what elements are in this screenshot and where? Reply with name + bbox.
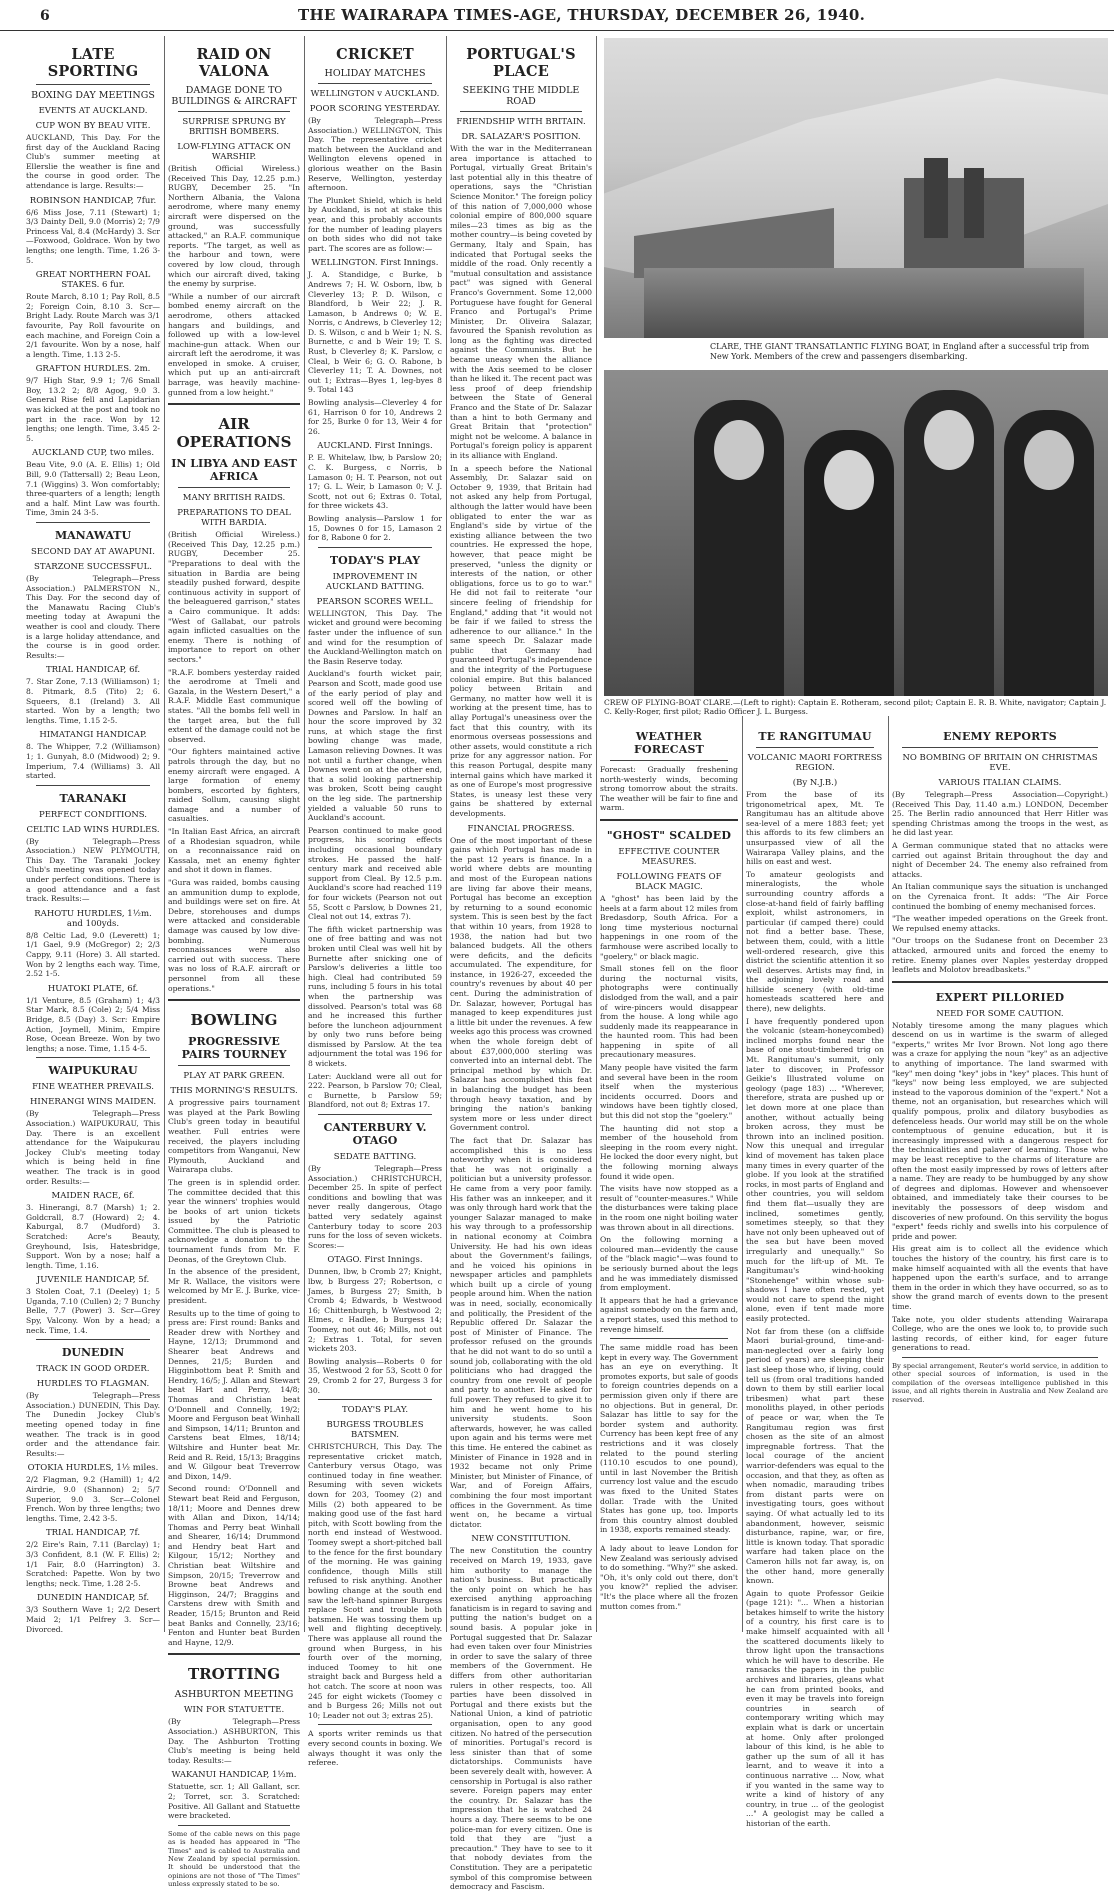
race-results: 8/8 Celtic Lad, 9.0 (Leverett) 1; 1/1 Gael, 9.9 (McGregor) 2; 2/3 Cappy, 9.11 (Hore) 3. All started. Won by 2 lengths each way. Time, 2.52 1-5.	[26, 930, 160, 979]
column-rule	[164, 36, 165, 1632]
subheading: VARIOUS ITALIAN CLAIMS.	[938, 778, 1062, 788]
heading-air-operations: AIR OPERATIONS	[176, 415, 292, 452]
section-heading: CANTERBURY V. OTAGO	[323, 1121, 427, 1148]
article-paragraph: It appears that he had a grievance against somebody on the farm and, a report states, used this method to revenge himself.	[600, 1295, 738, 1334]
race-heading: WAKANUI HANDICAP, 1½m.	[171, 1770, 297, 1781]
subheading: MANY BRITISH RAIDS.	[182, 493, 286, 504]
article-paragraph: The haunting did not stop a member of the household from sleeping in the room every night. He locked the door every night, but the following morning always found it wide open.	[600, 1123, 738, 1181]
subheading: SURPRISE SPRUNG BY BRITISH BOMBERS.	[182, 117, 286, 137]
race-heading: TRIAL HANDICAP, 6f.	[45, 665, 141, 676]
race-results: 2/2 Flagman, 9.2 (Hamill) 1; 4/2 Airdrie, 9.0 (Shannon) 2; 5/7 Superior, 9.0 3. Scr—Colonel French. Won by three lengths; two lengths. Time, 2.42 3-5.	[26, 1475, 160, 1523]
heading-te-rangitumau: TE RANGITUMAU	[758, 730, 872, 743]
race-heading: JUVENILE HANDICAP, 5f.	[36, 1275, 150, 1286]
article-paragraph: "The weather impeded operations on the Greek front. We repulsed enemy attacks.	[892, 914, 1108, 933]
column-cricket	[308, 38, 442, 1768]
article-paragraph: (By Telegraph—Press Association.) CHRISTCHURCH, December 25. In spite of perfect conditions and bowling that was never really dangerous, Otago batted very sedately against Canterbury today to score 203 runs for the loss of seven wickets. Scores:—	[308, 1164, 442, 1250]
article-paragraph: Take note, you older students attending Wairarapa College, who are the ones we look to, to provide such lasting records, of either kind, for eager future generations to read.	[892, 1314, 1108, 1353]
article-paragraph: Auckland's fourth wicket pair, Pearson and Scott, made good use of the early period of play and scored well off the bowling of Downes and Parslow. In half an hour the score improved by 32 runs, at which stage the first bowling change was made, Lamason relieving Downes. It was not until a further change, when Downes went on at the other end, that a solid looking partnership was broken, Scott being caught on the leg side. The partnership yielded a valuable 50 runs to Auckland's account.	[308, 669, 442, 823]
section-heading: TODAY'S PLAY.	[341, 1405, 409, 1416]
article-paragraph: WELLINGTON, This Day. The wicket and ground were becoming faster under the influence of sun and wind for the resumption of the Auckland-Wellington match on the Basin Reserve today.	[308, 608, 442, 666]
section-heading: WAIPUKURAU	[48, 1064, 138, 1078]
article-paragraph: Not far from these (on a cliffside Maori burial-ground, time-and-man-neglected over a fairly long period of years) are sleeping their last sleep those who, if living, could tell us (from oral traditions handed down to them by still earlier local tribesmen) what part these monoliths played, in other periods of peace or war, when the Te Rangitumau region was first chosen as the site of an almost impregnable fortress. That the local courage of the ancient warrior-defenders was equal to the occasion, and that they, as often as when nomadic, marauding tribes from distant parts were on investigating tours, goes without saying. Of what actually led to its abandonment, however, seismic disturbance, rapine, war, or fire, little is known today. That sporadic warfare had taken place on the Cameron hills not far away, is, on the other hand, more generally known.	[746, 1326, 884, 1586]
article-paragraph: Pearson continued to make good progress, his scoring effects including occasional boundary strokes. He passed the half-century mark and received able support from Cleal. By 12.5 p.m. Auckland's score had reached 119 for four wickets (Pearson not out 55, Scott c Parslow, b Downes 21, Cleal not out 14, extras 7).	[308, 825, 442, 922]
column-rule	[304, 36, 305, 1632]
subheading: CUP WON BY BEAU VITE.	[35, 121, 151, 131]
article-paragraph: On the following morning a coloured man—evidently the cause of the "black magic"—was found to be seriously burned about the legs and he was immediately dismissed from employment.	[600, 1235, 738, 1293]
race-heading: AUCKLAND CUP, two miles.	[31, 448, 155, 459]
masthead	[0, 0, 1114, 31]
article-paragraph: Again to quote Professor Geikie (page 121): "... When a historian betakes himself to write the history of a country, his first care is to make himself acquainted with all the scattered documents likely to throw light upon the transactions which he will have to describe. He ransacks the papers in the public archives and libraries, gleans what he can from printed books, and even it may be travels into foreign countries in search of contemporary writing which may explain what is dark or uncertain at home. Only after prolonged labour of this kind, is he able to gather up the sum of all it has learnt, and to weave it into a continuous narrative ... Now, what if you wanted in the same way to write a kind of history of any country, in true ... of the geologist ..." A geologist may be called a historian of the earth.	[746, 1588, 884, 1828]
race-results: 2/2 Eire's Rain, 7.11 (Barclay) 1; 3/3 Confident, 8.1 (W. F. Ellis) 2; 1/1 Fair, 8.0 (Harrington) 3. Scratched: Papette. Won by two lengths; neck. Time, 1.28 2-5.	[26, 1540, 160, 1588]
article-paragraph: An Italian communique says the situation is unchanged on the Cyrenaica front. It adds: "The Air Force continued the bombing of enemy mechanised forces.	[892, 882, 1108, 911]
race-heading: MAIDEN RACE, 6f.	[51, 1191, 135, 1202]
article-paragraph: AUCKLAND, This Day. For the first day of the Auckland Racing Club's summer meeting at Ellerslie the weather is fine and the course in good order. The attendance is large. Results:—	[26, 133, 160, 190]
subheading: TRACK IN GOOD ORDER.	[36, 1364, 150, 1375]
column-te-rangitumau	[746, 722, 884, 1828]
crew-photo	[604, 370, 1108, 696]
article-paragraph: A "ghost" has been laid by the heels at a farm about 12 miles from Bredasdorp, South Africa. For a long time mysterious nocturnal happenings in one room of the farmhouse were ascribed locally to "goelery," or black magic.	[600, 893, 738, 961]
article-paragraph: Many people have visited the farm and several have been in the room itself when the mysterious incidents occurred. Doors and windows have been tightly closed, but this did not stop the "goelery."	[600, 1063, 738, 1121]
subheading: FRIENDSHIP WITH BRITAIN.	[456, 117, 586, 127]
heading-bowling: BOWLING	[190, 1011, 278, 1030]
article-paragraph: To amateur geologists and mineralogists, the whole surrounding country affords a close-at-hand field of fairly baffling exploit, whilst astronomers, in particular (if camped there) could not find a better base. These, between them, could, with a little well-ordered research, give this district the scientific attention it so well deserves. Artists may find, in the adjoining lovely road and hillside scenery (with old-time homesteads scattered here and there), new delights.	[746, 869, 884, 1014]
article-paragraph: (British Official Wireless.) (Received This Day, 12.25 p.m.) RUGBY, December 25. "Preparations to deal with the situation in Bardia are being steadily pushed forward, despite continuous activity in support of the beleaguered garrison," states a Cairo communique. It adds: "West of Gallabat, our patrols again inflicted casualties on the enemy. There is nothing of importance to report on other sectors."	[168, 530, 300, 664]
column-late-sporting	[26, 38, 160, 1632]
weather-forecast-text: Forecast: Gradually freshening north-westerly winds, becoming strong tomorrow about the straits. The weather will be fair to fine and warm.	[600, 765, 738, 813]
heading-late-sporting: LATE SPORTING	[47, 46, 139, 80]
race-results: 1/1 Venture, 8.5 (Graham) 1; 4/3 Star Mark, 8.5 (Cole) 2; 5/4 Miss Bridge, 8.5 (Day) 3. Scr: Empire Action, Joymell, Minim, Empire Rose, Ocean Breeze. Won by two lengths; a nose. Time, 1.15 4-5.	[26, 995, 160, 1053]
subheading: PROGRESSIVE PAIRS TOURNEY	[181, 1035, 287, 1062]
race-results: 8. The Whipper, 7.2 (Williamson) 1; 1. Gunyah, 8.0 (Midwood) 2; 9. Imperium, 7.4 (Williams) 3. All started.	[26, 742, 160, 781]
innings-heading: WELLINGTON. First Innings.	[311, 258, 439, 269]
notice: By special arrangement, Reuter's world service, in addition to other special sources of information, is used in the compilation of the overseas intelligence published in this issue, and all rights therein in Australia and New Zealand are reserved.	[892, 1361, 1108, 1404]
race-heading: ROBINSON HANDICAP, 7fur.	[29, 195, 157, 206]
column-weather-ghost	[600, 722, 738, 1632]
flying-boat-photo	[604, 38, 1108, 338]
subheading: SEEKING THE MIDDLE ROAD	[462, 85, 580, 107]
heading-ghost-scalded: "GHOST" SCALDED	[606, 828, 732, 842]
scorecard: P. E. Whitelaw, lbw, b Parslow 20; C. K. Burgess, c Norris, b Lamason 0; H. T. Pearson, not out 17; G. L. Weir, b Lamason 0; V. J. Scott, not out 6; Extras 0. Total, for three wickets 43.	[308, 453, 442, 511]
article-paragraph: Results up to the time of going to press are: First round: Banks and Reader drew with Northey and Hayne, 12/13; Drummond and Shearer beat Andrews and Dennes, 21/5; Burden and Higginbottom beat P. Smith and Hendry, 16/5; J. Allan and Stewart beat Hart and Perry, 14/8; Thomas and Christian beat O'Donnell and Connelly, 19/2; Moore and Ferguson beat Winhall and Simpson, 14/11; Brunton and Carstens beat Elmes, 18/14; Wiltshire and Hunter beat Mr. Reid and R. Reid, 15/13; Braggins and W. Gilgour beat Treverrow and Dixon, 14/9.	[168, 1308, 300, 1481]
article-paragraph: "Our troops on the Sudanese front on December 23 attacked, armoured units and forced the enemy to retire. Enemy planes over Naples yesterday dropped leaflets and Molotov breadbaskets."	[892, 936, 1108, 975]
article-paragraph: "In Italian East Africa, an aircraft of a Rhodesian squadron, while on a reconnaissance raid on Kassala, met an enemy fighter and shot it down in flames.	[168, 827, 300, 875]
column-rule	[888, 716, 889, 1632]
article-paragraph: (By Telegraph—Press Association.) ASHBURTON, This Day. The Ashburton Trotting Club's meeting is being held today. Results:—	[168, 1717, 300, 1765]
section-heading: DUNEDIN	[61, 1346, 125, 1360]
subheading: FOLLOWING FEATS OF BLACK MAGIC.	[616, 871, 722, 892]
subheading: PLAY AT PARK GREEN.	[183, 1071, 285, 1082]
article-paragraph: Small stones fell on the floor during the nocturnal visits, photographs were continually dislodged from the wall, and a pair of wire-pincers would disappear from the house. A long while ago suddenly made its reappearance in the haunted room. This had been happening in spite of all precautionary measures.	[600, 964, 738, 1060]
subheading: IMPROVEMENT IN AUCKLAND BATTING.	[325, 571, 425, 592]
article-paragraph: "Our fighters maintained active patrols through the day, but no enemy aircraft were engaged. A large formation of enemy bombers, escorted by fighters, raided Sollum, causing slight damage and a number of casualties.	[168, 747, 300, 824]
article-paragraph: (By Telegraph—Press Association.) PALMERSTON N., This Day. For the second day of the Manawatu Racing Club's meeting today at Awapuni the weather is cool and cloudy. There is a large holiday attendance, and the course is in good order. Results:—	[26, 574, 160, 660]
column-rule	[742, 716, 743, 1632]
innings-heading: AUCKLAND. First Innings.	[317, 441, 433, 452]
subheading: DR. SALAZAR'S POSITION.	[461, 132, 581, 142]
subheading: HINERANGI WINS MAIDEN.	[29, 1097, 157, 1108]
section-heading: TARANAKI	[59, 791, 127, 805]
article-paragraph: A German communique stated that no attacks were carried out against Britain throughout the day and night of December 24. The enemy also refrained from attacks.	[892, 840, 1108, 879]
subheading: NEW CONSTITUTION.	[471, 1534, 571, 1545]
article-paragraph: One of the most important of these gains which Portugal has made in the past 12 years is finance. In a world where debts are mounting and most of the European nations are living far above their means, Portugal has become an exception by returning to a sound economic system. This is seen best by the fact that within 10 years, from 1928 to 1938, the nation had but two balanced budgets. All the others were deficits, and the deficits accumulated. The expenditure, for instance, in 1926-27, exceeded the country's revenues by about 40 per cent. During the administration of Dr. Salazar, however, Portugal has managed to keep expenditures just a little bit under the revenues. A few weeks ago this process was crowned when the whole foreign debt of about £37,000,000 sterling was converted into an internal debt. The principal method by which Dr. Salazar has accomplished this feat in balancing the budget has been through heavy taxation, and by bringing the nation's banking system more or less under direct Government control.	[450, 835, 593, 1133]
article-paragraph: "Gura was raided, bombs causing an ammunition dump to explode, and buildings were set on fire. At Debre, storehouses and dumps were attacked and considerable damage was caused by low dive-bombing. Numerous reconnaissances were also carried out with success. There was no loss of R.A.F. aircraft or personnel from all these operations."	[168, 878, 300, 993]
subheading: NO BOMBING OF BRITAIN ON CHRISTMAS EVE.	[902, 753, 1098, 773]
race-heading: GREAT NORTHERN FOAL STAKES. 6 fur.	[35, 270, 151, 291]
race-heading: DUNEDIN HANDICAP, 5f.	[36, 1593, 150, 1604]
notice: Some of the cable news on this page as is headed has appeared in "The Times" and is cabled to Australia and New Zealand by special permission. It should be understood that the opinions are not those of "The Times" unless expressly stated to be so.	[168, 1829, 300, 1889]
article-paragraph: The green is in splendid order. The committee decided that this year the winners' trophies would be books of art union tickets issued by the Patriotic Committee. The club is pleased to acknowledge a donation to the tournament funds from Mr. F. Deonas, of the Greytown Club.	[168, 1177, 300, 1264]
subheading: HOLIDAY MATCHES	[324, 68, 426, 79]
article-paragraph: Notably tiresome among the many plagues which descend on us in wartime is the swarm of alleged "experts," writes Mr Ivor Brown. Not long ago there was a craze for applying the noun "key" as an adjective to anything of importance. The land swarmed with "key" men doing "key" jobs in "key" places. This hunt of "keys" now being less employed, we are subjected instead to the vaporous dominion of the "expert." Not a theme, not an organisation, but researches which will qualify pompous, prolix and dilatory busybodies as defenceless heads. Our world may still be on the whole contemptuous of genuine education, but it is increasingly impressed with a dangerous respect for the technicalities and palaver of learning. Those who may be least receptive to the charms of literature are often the most easily impressed by rows of letters after a name. They are ready to be humbugged by any show of degrees and diplomas. However and whensoever obtained, and immediately take their courses to be inevitably the possessors of deep wisdom and discoveries of new profound. On this servility the bogus "expert" feeds richly and swells into his corpulence of pride and power.	[892, 1020, 1108, 1241]
article-paragraph: The fifth wicket partnership was one of free batting and was not broken until Cleal was well hit by Burnette after snicking one of Parslow's deliveries a little too high. Cleal had contributed 59 runs, including 5 fours in his total when the partnership was dissolved. Pearson's total was 68 and he increased this further before the luncheon adjournment by only two runs before being dismissed by Parslow. At the tea adjournment the total was 196 for 8 wickets.	[308, 924, 442, 1069]
race-heading: HIMATANGI HANDICAP.	[39, 730, 147, 741]
subheading: PEARSON SCORES WELL.	[316, 596, 434, 607]
section-heading: MANAWATU	[54, 529, 132, 542]
bowling-analysis: Bowling analysis—Cleverley 4 for 61, Harrison 0 for 10, Andrews 2 for 25, Burke 0 for 13, Weir 4 for 26.	[308, 398, 442, 436]
race-results: 9/7 High Star, 9.9 1; 7/6 Small Boy, 13.2 2; 8/8 Agog, 9.0 3. General Rise fell and Lapidarian was kicked at the post and took no part in the race. Won by 12 lengths; one length. Time, 3.45 2-5.	[26, 376, 160, 443]
article-paragraph: (By Telegraph—Press Association.) NEW PLYMOUTH, This Day. The Taranaki Jockey Club's meeting was opened today under perfect conditions. There is a good attendance and a fast track. Results:—	[26, 836, 160, 904]
subheading: IN LIBYA AND EAST AFRICA	[171, 457, 297, 484]
subheading: PREPARATIONS TO DEAL WITH BARDIA.	[177, 508, 291, 529]
column-war-news	[168, 38, 300, 1889]
race-results: 6/6 Miss Jose, 7.11 (Stewart) 1; 3/3 Dainty Dell, 9.0 (Morris) 2; 7/9 Princess Val, 8.4 (McHardy) 3. Scr—Foxwood, Goldrace. Won by two lengths; one length. Time, 1.26 3-5.	[26, 207, 160, 265]
subheading: WIN FOR STATUETTE.	[183, 1705, 285, 1716]
subheading: FINE WEATHER PREVAILS.	[32, 1082, 154, 1093]
scorecard: J. A. Standidge, c Burke, b Andrews 7; H. W. Osborn, lbw, b Cleverley 13; P. D. Wilson, c Blandford, b Weir 22; J. R. Lamason, b Andrews 0; W. E. Norris, c Andrews, b Cleverley 12; D. S. Wilson, c and b Weir 1; N. S. Burnette, c and b Weir 19; T. S. Rust, b Cleverley 8; K. Parslow, c Cleal, b Weir 6; G. O. Rabone, b Cleverley 11; T. A. Downes, not out 1; Extras—Byes 1, leg-byes 8 9. Total 143	[308, 270, 442, 395]
article-paragraph: A sports writer reminds us that every second counts in boxing. We always thought it was only the referee.	[308, 1729, 442, 1768]
column-portugal	[450, 38, 593, 1892]
article-paragraph: (British Official Wireless.) (Received This Day, 12.25 p.m.) RUGBY, December 25. "In Northern Albania, the Valona aerodrome, where many enemy aircraft were dispersed on the ground, was successfully attacked," an R.A.F. communique reports. "The target, as well as the harbour and town, were covered by low cloud, through which our aircraft dived, taking the enemy by surprise.	[168, 164, 300, 289]
article-paragraph: Second round: O'Donnell and Stewart beat Reid and Ferguson, 18/11; Moore and Dennes drew with Allan and Dixon, 14/14; Thomas and Perry beat Winhall and Shearer, 16/14; Drummond and Hendry beat Hart and Kilgour, 15/12; Northey and Christian beat Wiltshire and Simpson, 20/15; Treverrow and Browne beat Andrews and Higginson, 24/7; Braggins and Carstens drew with Smith and Reader, 15/15; Brunton and Reid beat Banks and Connelly, 23/16; Fenton and Hunter beat Burden and Hayne, 12/9.	[168, 1484, 300, 1647]
subheading: CELTIC LAD WINS HURDLES.	[26, 824, 160, 835]
heading-portugals-place: PORTUGAL'S PLACE	[466, 46, 576, 80]
heading-cricket: CRICKET	[336, 46, 414, 63]
article-paragraph: In a speech before the National Assembly, Dr. Salazar said on October 9, 1939, that Britain had not asked any help from Portugal, although the latter would have been obligated to enter the war as England's side by virtue of the existing alliance between the two countries. He expressed the hope, however, that peace might be preserved, "unless the dignity or interests of the nation, or other obligations, force us to go to war." He did not fail to reiterate "our sincere feeling of friendship for England," adding that "it would not be fair if we failed to stress the adherence to our alliance." In the same speech Dr. Salazar made public that Germany had guaranteed Portugal's independence and the integrity of the Portuguese colonial empire. But this balanced policy between Britain and Germany, no matter how well it is working at the present time, has to allay Portugal's uneasiness over the fact that this country, with its enormous overseas possessions and other assets, would constitute a rich prize for any aggressor nation. For this reason Portugal, despite many internal gains which have marked it as one of Europe's most progressive States, is uneasy lest these very gains be shattered by external developments.	[450, 463, 592, 818]
subheading: SEDATE BATTING.	[333, 1152, 417, 1163]
race-results: Statuette, scr. 1; All Gallant, scr. 2; Torret, scr. 3. Scratched: Positive. All Gallant and Statuette were bracketed.	[168, 1782, 300, 1821]
article-paragraph: His great aim is to collect all the evidence which touches the history of the country, his first care is to make himself acquainted with all the events that have happened upon the earth's surface, and to arrange them in the order in which they have occurred, so as to show the grand march of events down to the present time.	[892, 1244, 1108, 1311]
subheading: THIS MORNING'S RESULTS.	[170, 1086, 298, 1097]
article-paragraph: The same middle road has been kept in every way. The Government has an eye on everything. It promotes exports, but sale of goods to foreign countries depends on a permission given only if there are no objections. But in general, Dr. Salazar has little to say for the border system and authority. Currency has been kept free of any restrictions and it was closely related to the pound sterling (110.10 escudos to one pound), until in last November the British currency lost value and the escudo was fixed to the United States dollar. Trade with the United States has gone up, too. Imports from this country almost doubled in 1938, exports remained steady.	[600, 1343, 738, 1535]
subheading: NEED FOR SOME CAUTION.	[936, 1008, 1064, 1019]
photo-caption: CLARE, THE GIANT TRANSATLANTIC FLYING BOAT, in England after a successful trip from New York. Members of the crew and passengers disembarking.	[710, 342, 1090, 361]
article-paragraph: The fact that Dr. Salazar has accomplished this is no less noteworthy when it is considered that he was not originally a politician but a university professor. He came from a very poor family. His father was an innkeeper, and it was only through hard work that the younger Salazar managed to make his way through to a professorship in national economy at Coimbra University. He had his own ideas about the Government's failings, and he voiced his opinions in newspaper articles and pamphlets which built up a circle of young people around him. When the nation was in need, socially, economically and politically, the President of the Republic offered Dr. Salazar the post of Minister of Finance. The professor refused on the grounds that he did not want to do so until a sound job, collaborating with the old politicians who had dragged the country from one revolt of people and party to another. He asked for full power. They refused to give it to him and he went home to his university students. Soon afterwards, however, he was called upon again and his terms were met this time. He entered the cabinet as Minister of Finance in 1928 and in 1932 became not only Prime Minister, but Minister of Finance, of War, and of Foreign Affairs, combining the four most important offices in the Government. As time went on, he became a virtual dictator.	[450, 1135, 592, 1529]
scorecard: Dunnen, lbw, b Cromb 27; Knight, lbw, b Burgess 27; Robertson, c James, b Burgess 27; Smith, b Cromb 4; Edwards, b Westwood 16; Chittenburgh, b Westwood 2; Elmes, c Hadlee, b Burgess 14; Toomey, not out 46; Mills, not out 2; Extras 1. Total, for seven wickets 203.	[308, 1267, 442, 1354]
article-paragraph: With the war in the Mediterranean area importance is attached to Portugal, virtually Great Britain's last potential ally in this theatre of operations, says the "Christian Science Monitor." The foreign policy of this nation of 7,000,000 whose colonial empire of 800,000 square miles—23 times as big as the mother country—is being coveted by Germany, Italy and Spain, has indicated that Portugal seeks the middle of the road. Only recently a "mutual consultation and assistance pact" was signed with General Franco's Government. Some 12,000 Portuguese have fought for General Franco and Portugal's Prime Minister, Dr. Oliveira Salazar, favoured the Spanish revolution as long as the fighting was directed against the Communists. But he became uneasy when the alliance with the Axis seemed to be closer than he liked it. The recent pact was less proof of deep friendship between the State of General Franco and the State of Dr. Salazar than a hint to both Germany and Great Britain that "protection" might not be welcome. A balance in Portugal's foreign policy is apparent in its alliance with England.	[450, 144, 592, 460]
article-paragraph: CHRISTCHURCH, This Day. The representative cricket match, Canterbury versus Otago, was continued today in fine weather. Resuming with seven wickets down for 203, Toomey (2) and Mills (2) both appeared to be making good use of the fast hard pitch, with Scott bowling from the north end instead of Westwood. Toomey swept a short-pitched ball to the fence for the first boundary of the morning. He was gaining confidence, though Mills still refused to risk anything. Another bowling change at the south end saw the left-hand spinner Burgess replace Scott and trouble both batsmen. He was tossing them up well and flighting deceptively. There was applause all round the ground when Burgess, in his fourth over of the morning, induced Toomey to hit one straight back and Burgess held a hot catch. The score at noon was 245 for eight wickets (Toomey c and b Burgess 26; Mills not out 10; Leader not out 3; extras 25).	[308, 1442, 442, 1720]
newspaper-title: THE WAIRARAPA TIMES-AGE, THURSDAY, DECEMBER 26, 1940.	[298, 6, 866, 24]
article-paragraph: From the base of its trigonometrical apex, Mt. Te Rangitumau has an altitude above sea-level of a mere 1883 feet; yet this affords to its few climbers an unsurpassed view of all the Wairarapa Valley plains, and the hills on east and west.	[746, 790, 884, 867]
subheading: DAMAGE DONE TO BUILDINGS & AIRCRAFT	[171, 85, 297, 107]
column-enemy-reports	[892, 722, 1108, 1632]
article-paragraph: A progressive pairs tournament was played at the Park Bowling Club's green today in beautiful weather. Full entries were received, the players including competitors from Wanganui, New Plymouth, Auckland and Wairarapa clubs.	[168, 1098, 300, 1175]
article-paragraph: The new Constitution the country received on March 19, 1933, gave him authority to manage the nation's business. But practically the only point on which he has exercised anything approaching fanaticism is in regard to saving and putting the nation's budget on a sound basis. A popular joke in Portugal suggested that Dr. Salazar had even taken over four Ministries in order to save the salary of three members of the Government. He differs from other authoritarian rulers in other respects, too. All parties have been dissolved in Portugal and there exists but the National Union, a kind of patriotic organisation, open to any good citizen. No hatred of the persecution of minorities. Portugal's record is less sinister than that of some dictatorships. Communists have been severely dealt with, however. A censorship in Portugal is also rather severe. Foreign papers may enter the country. Dr. Salazar has the impression that he is watched 24 hours a day. There seems to be one police-man for every citizen. One is told that they are "just a precaution." They have to see to it that nobody deviates from the Constitution. They are a peripatetic symbol of this compromise between democracy and Fascism.	[450, 1546, 592, 1892]
article-paragraph: I have frequently pondered upon the volcanic (steam-honeycombed) inclined morphs found near the base of one stout-timbered trig on Mt. Rangitumau's summit, only later to discover, in Professor Geikie's Illustrated volume on geology (page 183) ... "Wherever, therefore, strata are pushed up or let down more at one place than another, without actually being broken across, they must be thrown into an inclined position. Now this unequal and irregular kind of movement has taken place many times in every quarter of the globe. If you look at the stratified rocks, in most parts of England and other countries, you will seldom find them flat—usually they are inclined, sometimes gently, sometimes steeply, so that they have not only been upheaved out of the sea but have been moved irregularly and unequally." So much for the lift-up of Mt. Te Rangitumau's wind-hooking "Stonehenge" within whose sub-shadows I have often rested, yet would not care to spend the night alone, even if tent made more easily protected.	[746, 1016, 884, 1324]
race-results: Route March, 8.10 1; Pay Roll, 8.5 2; Foreign Coin, 8.10 3. Scr—Bright Lady. Route March was 3/1 favourite, Pay Roll favourite on each machine, and Foreign Coin a 2/1 favourite. Won by a nose, half a length. Time, 1.13 2-5.	[26, 292, 160, 359]
article-paragraph: (By Telegraph—Press Association.) WAIPUKURAU, This Day. There is an excellent attendance for the Waipukurau Jockey Club's meeting today which is being held in fine weather. The track is in good order. Results:—	[26, 1109, 160, 1186]
heading-enemy-reports: ENEMY REPORTS	[943, 730, 1057, 743]
article-paragraph: The visits have now stopped as a result of "counter-measures." While the disturbances were taking place in the room one night boiling water was thrown about in all directions.	[600, 1184, 738, 1232]
column-rule	[596, 36, 597, 1632]
subheading: POOR SCORING YESTERDAY.	[309, 104, 441, 114]
section-heading: TODAY'S PLAY	[329, 553, 421, 567]
article-paragraph: A lady about to leave London for New Zealand was seriously advised to do something. "Why?" she asked. "Oh, it's only cold out there, don't you know?" replied the adviser. "It's the place where all the frozen mutton comes from."	[600, 1543, 738, 1611]
race-heading: RAHOTU HURDLES, 1½m. and 100yds.	[34, 908, 152, 929]
article-paragraph: "While a number of our aircraft bombed enemy aircraft on the aerodrome, others attacked hangars and buildings, and followed up with a low-level machine-gun attack. When our aircraft left the aerodrome, it was enveloped in smoke. A cruiser, which put up an anti-aircraft barrage, was heavily machine-gunned from a low height."	[168, 291, 300, 397]
article-paragraph: "R.A.F. bombers yesterday raided the aerodrome at Tmeli and Gazala, in the Western Desert," a R.A.F. Middle East communique states. "All the bombs fell well in the target area, but the full extent of the damage could not be observed.	[168, 667, 300, 744]
subheading: EVENTS AT AUCKLAND.	[38, 106, 148, 116]
race-results: Beau Vite, 9.0 (A. E. Ellis) 1; Old Bill, 9.0 (Tattersall) 2; Beau Leon, 7.1 (Wiggins) 3. Won comfortably; three-quarters of a length; length and a half. Mint Law was fourth. Time, 3min 24 3-5.	[26, 460, 160, 518]
subheading: VOLCANIC MAORI FORTRESS REGION.	[747, 753, 883, 773]
heading-trotting: TROTTING	[187, 1665, 281, 1684]
subheading: PERFECT CONDITIONS.	[38, 809, 148, 820]
race-heading: HUATOKI PLATE, 6f.	[47, 983, 139, 994]
subheading: STARZONE SUCCESSFUL.	[34, 562, 152, 572]
subheading: LOW-FLYING ATTACK ON WARSHIP.	[177, 142, 291, 162]
race-heading: OTOKIA HURDLES, 1½ miles.	[27, 1463, 159, 1474]
subheading: HURDLES TO FLAGMAN.	[36, 1379, 150, 1390]
article-paragraph: (By Telegraph—Press Association—Copyright.) (Received This Day, 11.40 a.m.) LONDON, December 25. The Berlin radio announced that Herr Hitler was spending Christmas among the troops in the west, as he did last year.	[892, 790, 1108, 838]
subheading: ASHBURTON MEETING	[174, 1689, 294, 1701]
race-results: 3/3 Southern Wave 1; 2/2 Desert Maid 2; 1/1 Pelfrey 3. Scr—Divorced.	[26, 1605, 160, 1634]
article-paragraph: The Plunket Shield, which is held by Auckland, is not at stake this year, and this probably accounts for the number of leading players on both sides who did not take part. The scores are as follow:—	[308, 195, 442, 253]
subheading: EFFECTIVE COUNTER MEASURES.	[618, 846, 720, 867]
race-results: 7. Star Zone, 7.13 (Williamson) 1; 8. Pitmark, 8.5 (Tito) 2; 6. Squeers, 8.1 (Ireland) 3. All started. Won by a length; two lengths. Time, 1.15 2-5.	[26, 677, 160, 725]
subheading: SECOND DAY AT AWAPUNI.	[31, 547, 155, 557]
innings-heading: OTAGO. First Innings.	[327, 1255, 423, 1266]
race-heading: TRIAL HANDICAP, 7f.	[45, 1528, 141, 1539]
photo-caption: CREW OF FLYING-BOAT CLARE.—(Left to right): Captain E. Rotheram, second pilot; Captain E. R. B. White, navigator; Captain J. C. Kelly-Roger, first pilot; Radio Officer J. L. Burgess.	[604, 698, 1107, 716]
page-number: 6	[40, 8, 50, 24]
subheading: BURGESS TROUBLES BATSMEN.	[326, 1420, 424, 1441]
byline: (By N.J.B.)	[792, 778, 838, 788]
article-paragraph: (By Telegraph—Press Association.) DUNEDIN, This Day. The Dunedin Jockey Club's meeting opened today in fine weather. The track is in good order and the attendance fair. Results:—	[26, 1391, 160, 1458]
race-results: 3. Hinerangi, 8.7 (Marsh) 1; 2. Goldcrall, 8.7 (Howard) 2; 4. Kaburgal, 8.7 (Mudford) 3. Scratched: Acre's Beauty, Greyhound, Isis, Hatesbridge, Support. Won by a nose; half a length. Time, 1.16.	[26, 1203, 160, 1270]
heading-weather-forecast: WEATHER FORECAST	[634, 730, 704, 756]
article-paragraph: Later: Auckland were all out for 222. Pearson, b Parslow 70; Cleal, c Burnette, b Parslow 59; Blandford, not out 8; Extras 17.	[308, 1071, 442, 1110]
subheading: WELLINGTON v AUCKLAND.	[310, 89, 440, 99]
heading-raid-on-valona: RAID ON VALONA	[196, 46, 272, 80]
bowling-analysis: Bowling analysis—Roberts 0 for 35, Westwood 2 for 53, Scott 0 for 29, Cromb 2 for 27, Burgess 3 for 30.	[308, 1356, 442, 1395]
article-paragraph: (By Telegraph—Press Association.) WELLINGTON, This Day. The representative cricket match between the Auckland and Wellington elevens opened in glorious weather on the Basin Reserve, Wellington, yesterday afternoon.	[308, 116, 442, 193]
race-results: 3 Stolen Coat, 7.1 (Deeley) 1; 5 Uganda, 7.10 (Cullen) 2; 7 Bunchy Belle, 7.7 (Power) 3. Scr—Grey Spy, Valcony. Won by a head; a neck. Time, 1.4.	[26, 1287, 160, 1335]
heading-expert-pilloried: EXPERT PILLORIED	[935, 990, 1065, 1004]
subheading: BOXING DAY MEETINGS	[31, 90, 155, 101]
article-paragraph: In the absence of the president, Mr R. Wallace, the visitors were welcomed by Mr E. J. Burke, vice-president.	[168, 1267, 300, 1306]
column-rule	[446, 36, 447, 1632]
bowling-analysis: Bowling analysis—Parslow 1 for 15, Downes 0 for 15, Lamason 2 for 8, Rabone 0 for 2.	[308, 513, 442, 543]
subheading: FINANCIAL PROGRESS.	[467, 823, 575, 834]
race-heading: GRAFTON HURDLES. 2m.	[35, 364, 151, 375]
